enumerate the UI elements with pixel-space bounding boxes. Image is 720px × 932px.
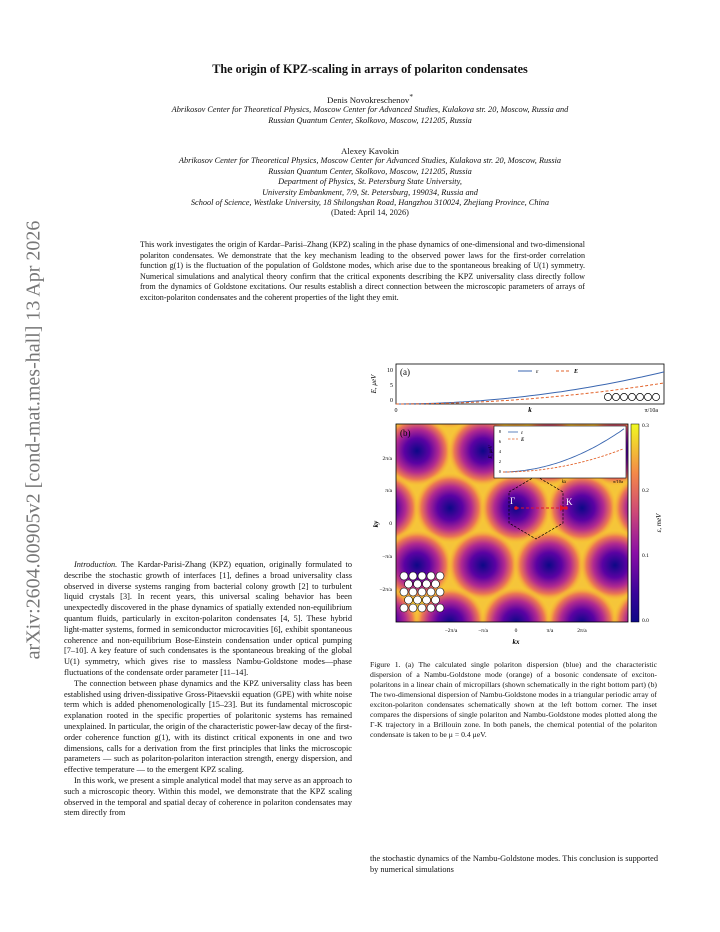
author-name: Denis Novokreschenov* [326,92,413,105]
right-column [370,854,658,876]
paragraph: In this work, we present a simple analytical model that may serve as an approach to such a microscopic theory. Within this model, we demonstrate that the KPZ scaling observed in the temporal and spatial decay of coherence in polariton condensates may stem directly from [64,775,352,818]
dispersion-minimum [645,643,668,657]
condensate-site [427,588,435,596]
inset-y-tick: 4 [498,449,501,454]
x-tick: 0 [514,628,518,634]
colorbar [631,424,639,622]
colorbar-tick: 0.1 [642,553,649,559]
inset-y-tick: 8 [498,429,501,434]
arxiv-stamp: arXiv:2604.00905v2 [cond-mat.mes-hall] 13 Apr 2026 [22,220,45,660]
dated: (Dated: April 14, 2026) [331,208,409,218]
x-tick: −π/a [478,628,488,634]
condensate-site [423,580,431,588]
panel-a [370,364,664,414]
inset-ylabel: E, μeV [489,445,494,459]
y-tick: 0 [389,521,392,527]
legend-label: E [574,369,579,375]
condensate-site [432,596,440,604]
panel-b-xlabel: kx [512,638,520,646]
condensate-site [414,596,422,604]
y-tick: 2π/a [382,456,392,462]
condensate-site [409,588,417,596]
figure-caption: Figure 1. (a) The calculated single polariton dispersion (blue) and the characteristic dispersion of a Nambu-Goldstone mode (orange) of a bosonic condensate of exciton-polaritons in a linear chain of micropillars (shown schematically in the right bottom part) (b) The two-dimensional dispersion of Nambu-Goldstone modes in a triangular periodic array of exciton-polariton condensates schematically shown at the left bottom corner. The inset compares the dispersions of single polariton and Nambu-Goldstone modes plotted along the Γ-K trajectory in a Brillouin zone. In both panels, the chemical potential of the polariton condensate is taken to be μ = 0.4 μeV. [370,660,657,739]
legend-label: ε [536,369,539,375]
condensate-site [418,572,426,580]
panel-b-ylabel: ky [372,520,380,528]
condensate-site [418,604,426,612]
left-column [64,560,352,819]
k-point-label: K [566,497,573,507]
condensate-site [400,588,408,596]
inset-y-tick: 0 [498,469,501,474]
abstract: This work investigates the origin of Kardar–Parisi–Zhang (KPZ) scaling in the phase dynamics of one-dimensional and two-dimensional polariton condensates. We demonstrate that the key mechanism leading to the observed power laws for the first-order correlation function g(1) is the fluctuation of the population of Goldstone modes, which arise due to the spontaneous breaking of U(1) symmetry. Numerical simulations and analytical theory confirm that the critical exponents describing the KPZ universality class directly follow from the dynamics of Goldstone excitations. Our results establish a direct connection between the microscopic parameters of arrays of exciton-polariton condensates and the coherent properties of the light they emit. [140,240,585,302]
inset-plot [489,426,626,485]
condensate-site [409,604,417,612]
panel-b-label: (b) [400,428,411,438]
inset-x-end-label: π/10a [612,479,623,484]
panel-a-ylabel: E, μeV [370,374,378,394]
y-tick: −π/a [382,554,392,560]
paper-title: The origin of KPZ-scaling in arrays of polariton condensates [212,62,528,76]
paragraph: The connection between phase dynamics and the KPZ universality class has been established using driven-dissipative Gross-Pitaevskii equation (GPE) with white noise term which is added phenomenologically [15–23]. But its fundamental microscopic explanation rooted in the specific properties of polaritonic systems has remained unexplained. In particular, the origin of the characteristic power-law decay of the first-order coherence function g(1), with its distinct critical exponents in one and two dimensions, calls for a derivation from the first principles that links the microscopic parameters — such as polariton-polariton interaction strength, energy dispersion, and effective temperature — to the emergent KPZ scaling. [64,678,352,775]
dispersion-minimum [368,643,387,657]
author-block-2 [70,146,670,219]
colorbar-tick: 0.3 [642,423,649,429]
gamma-point-label: Γ [510,496,516,506]
colorbar-tick: 0.0 [642,618,649,624]
author-affiliation: School of Science, Westlake University, 18 Shilongshan Road, Hangzhou 310024, Zhejiang Province, China [190,198,550,208]
author-affiliation: University Embankment, 7/9, St. Petersburg, 199034, Russia and [262,187,478,197]
dispersion-minimum [447,643,519,657]
condensate-site [400,572,408,580]
condensate-site [405,596,413,604]
panel-a-label: (a) [400,367,410,377]
x-tick: π/a [546,628,554,634]
condensate-site [436,604,444,612]
condensate-site [409,572,417,580]
inset-legend-label: ε [521,431,523,436]
condensate-site [400,604,408,612]
condensate-site [427,572,435,580]
x-tick: 0 [394,408,398,414]
dispersion-minimum [579,643,651,657]
author-affiliation: Abrikosov Center for Theoretical Physics, Moscow Center for Advanced Studies, Kulakova str. 20, Moscow, Russia and [171,105,569,115]
paragraph: Introduction. The Kardar-Parisi-Zhang (KPZ) equation, originally formulated to describe the stochastic growth of interfaces [1], defines a broad universality class observed in diverse systems ranging from bacterial colony growth [2] to turbulent liquid crystals [3]. In recent years, this universal scaling behavior has been unexpectedly discovered in the phase dynamics of spatially extended non-equilibrium quantum fluids, particularly in exciton-polariton condensates [4, 5]. These hybrid light-matter systems, formed in semiconductor microcavities [6], exhibit spontaneous coherence and non-equilibrium Bose-Einstein condensation under optical pumping [7–10]. A key feature of such condensates is the spontaneous breaking of the global U(1) symmetry, which gives rise to massless Nambu-Goldstone modes—phase fluctuations of the condensate order parameter [11–14]. [64,560,352,677]
x-end-label: π/10a [644,408,658,414]
x-tick: −2π/a [444,628,458,634]
author-block-1 [70,92,670,126]
author-affiliation: Russian Quantum Center, Skolkovo, Moscow, 121205, Russia [268,115,472,125]
condensate-site [436,572,444,580]
paragraph: the stochastic dynamics of the Nambu-Goldstone modes. This conclusion is supported by numerical simulations [370,854,658,874]
author-affiliation: Abrikosov Center for Theoretical Physics, Moscow Center for Advanced Studies, Kulakova str. 20, Moscow, Russia [178,156,562,166]
author-name: Alexey Kavokin [341,146,399,156]
panel-a-xlabel: k [528,406,532,414]
condensate-site [427,604,435,612]
dispersion-minimum [381,643,453,657]
author-affiliation: Russian Quantum Center, Skolkovo, Moscow, 121205, Russia [268,166,472,176]
dispersion-minimum [368,415,387,487]
author-affiliation: Department of Physics, St. Petersburg State University, [278,177,462,187]
y-tick: π/a [385,488,392,494]
condensate-site [418,588,426,596]
y-tick: 10 [387,368,393,374]
condensate-site [423,596,431,604]
y-tick: 0 [390,398,393,404]
condensate-site [405,580,413,588]
condensate-site [414,580,422,588]
condensate-site [432,580,440,588]
x-tick: 2π/a [577,628,587,634]
colorbar-label: ε, meV [655,513,663,533]
dispersion-minimum [513,643,585,657]
y-tick: 5 [390,383,393,389]
inset-xlabel: kx [561,480,567,485]
triangular-lattice-schematic [400,572,444,612]
inset-y-tick: 6 [498,439,501,444]
dispersion-minimum [368,362,387,373]
y-tick: −2π/a [379,587,392,593]
dispersion-minimum [645,529,668,601]
inset-legend-label: E [521,438,525,443]
colorbar-tick: 0.2 [642,488,649,494]
inset-y-tick: 2 [498,459,501,464]
condensate-site [436,588,444,596]
panel-b [368,362,668,657]
figure-1 [368,362,668,657]
